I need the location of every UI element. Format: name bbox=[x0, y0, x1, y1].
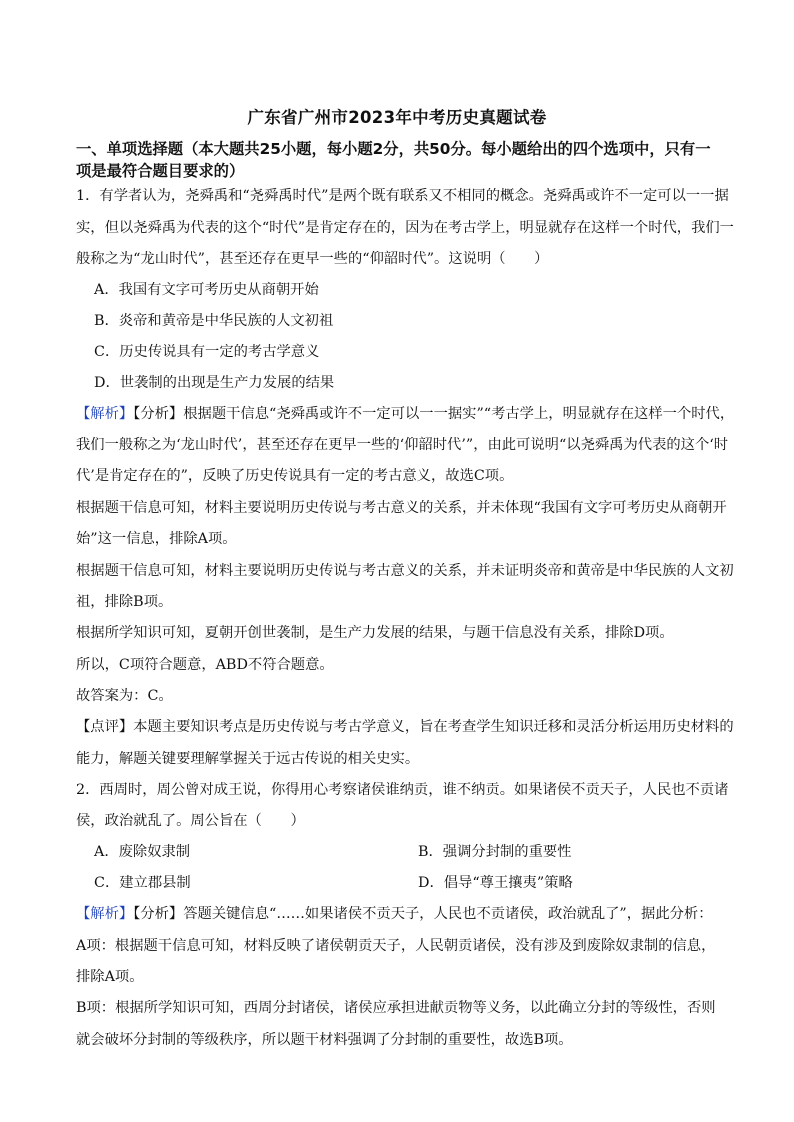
q2-option-a: A．废除奴隶制 bbox=[94, 844, 191, 860]
q1-analysis-line: 始”这一信息，排除A项。 bbox=[76, 531, 237, 547]
q1-comment: 【点评】本题主要知识考点是历史传说与考古学意义，旨在考查学生知识迁移和灵活分析运用历史材料的 bbox=[76, 719, 734, 735]
section-heading-line: 一、单项选择题（本大题共25小题，每小题2分，共50分。每小题给出的四个选项中，只有一 bbox=[76, 140, 711, 158]
q1-option-b: B．炎帝和黄帝是中华民族的人文初祖 bbox=[94, 313, 334, 329]
q1-option-c: C．历史传说具有一定的考古学意义 bbox=[94, 344, 320, 360]
q1-analysis-first-line bbox=[76, 404, 734, 424]
q2-analysis-line: 就会破坏分封制的等级秩序，所以题干材料强调了分封制的重要性，故选B项。 bbox=[76, 1032, 573, 1048]
analysis-tag: 【解析】 bbox=[76, 906, 134, 922]
q2-option-b: B．强调分封制的重要性 bbox=[418, 844, 572, 860]
q1-analysis-line: 我们一般称之为‘龙山时代’，甚至还存在更早一些的‘仰韶时代’”，由此可说明“以尧舜禹为代表的这个‘时 bbox=[76, 437, 729, 453]
q2-analysis-first-line bbox=[76, 904, 713, 924]
analysis-tag: 【解析】 bbox=[76, 406, 134, 422]
document-title: 广东省广州市2023年中考历史真题试卷 bbox=[247, 108, 547, 127]
q1-analysis-line: 根据题干信息可知，材料主要说明历史传说与考古意义的关系，并未体现“我国有文字可考历史从商朝开 bbox=[76, 500, 727, 516]
q1-option-a: A．我国有文字可考历史从商朝开始 bbox=[94, 282, 319, 298]
analysis-text: 【分析】答题关键信息“……如果诸侯不贡天子，人民也不贡诸侯，政治就乱了”，据此分析： bbox=[133, 906, 713, 922]
q2-analysis-line: 排除A项。 bbox=[76, 969, 144, 985]
q2-stem-line: 侯，政治就乱了。周公旨在（ ） bbox=[76, 813, 305, 829]
q2-option-c: C．建立郡县制 bbox=[94, 875, 191, 891]
q1-analysis-line: 根据所学知识可知，夏朝开创世袭制，是生产力发展的结果，与题干信息没有关系，排除D项。 bbox=[76, 625, 674, 641]
q1-analysis-line: 祖，排除B项。 bbox=[76, 594, 173, 610]
q1-stem-line: 实，但以尧舜禹为代表的这个“时代”是肯定存在的，因为在考古学上，明显就存在这样一个时代，我们一 bbox=[76, 220, 734, 236]
q1-answer: 故答案为：C。 bbox=[76, 688, 173, 704]
q1-option-d: D．世袭制的出现是生产力发展的结果 bbox=[94, 375, 335, 391]
q1-stem-line: 般称之为“龙山时代”，甚至还存在更早一些的“仰韶时代”。这说明（ ） bbox=[76, 251, 549, 267]
q1-analysis-line: 代’是肯定存在的”，反映了历史传说具有一定的考古意义，故选C项。 bbox=[76, 468, 514, 484]
section-heading bbox=[76, 138, 756, 182]
q2-analysis-line: A项：根据题干信息可知，材料反映了诸侯朝贡天子，人民朝贡诸侯，没有涉及到废除奴隶制的信息， bbox=[76, 938, 716, 954]
q1-analysis-line: 所以，C项符合题意，ABD不符合题意。 bbox=[76, 657, 334, 673]
analysis-text: 【分析】根据题干信息“尧舜禹或许不一定可以一一据实”“考古学上，明显就存在这样一个时代， bbox=[133, 406, 735, 422]
q1-comment: 能力，解题关键要理解掌握关于远古传说的相关史实。 bbox=[76, 751, 420, 767]
q2-stem-line: 2．西周时，周公曾对成王说，你得用心考察诸侯谁纳贡，谁不纳贡。如果诸侯不贡天子，人民也不贡诸 bbox=[76, 782, 729, 798]
q1-stem-line: 1．有学者认为，尧舜禹和“尧舜禹时代”是两个既有联系又不相同的概念。尧舜禹或许不一定可以一一据 bbox=[76, 188, 729, 204]
q2-analysis-line: B项：根据所学知识可知，西周分封诸侯，诸侯应承担进献贡物等义务，以此确立分封的等级性，否则 bbox=[76, 1000, 716, 1016]
section-heading-line: 项是最符合题目要求的） bbox=[76, 162, 245, 180]
q2-option-d: D．倡导“尊王攘夷”策略 bbox=[418, 875, 573, 891]
q1-analysis-line: 根据题干信息可知，材料主要说明历史传说与考古意义的关系，并未证明炎帝和黄帝是中华民族的人文初 bbox=[76, 563, 734, 579]
